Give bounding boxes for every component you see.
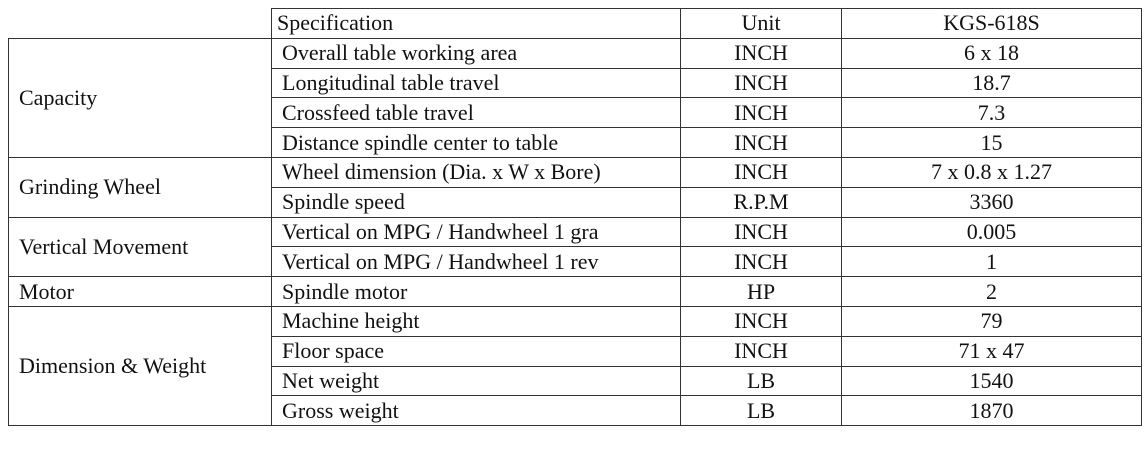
unit-cell: INCH [681, 68, 842, 98]
header-unit: Unit [681, 9, 842, 39]
unit-cell: INCH [681, 128, 842, 158]
unit-cell: INCH [681, 38, 842, 68]
value-cell: 7 x 0.8 x 1.27 [842, 157, 1142, 187]
table-row [9, 306, 1142, 336]
table-row [9, 217, 1142, 247]
value-cell: 1540 [842, 366, 1142, 396]
unit-cell: LB [681, 366, 842, 396]
parameter-cell: Overall table working area [272, 38, 681, 68]
value-cell: 15 [842, 128, 1142, 158]
unit-cell: HP [681, 277, 842, 307]
group-label: Vertical Movement [9, 217, 272, 277]
value-cell: 1870 [842, 396, 1142, 426]
group-label: Motor [9, 277, 272, 307]
header-specification: Specification [272, 9, 681, 39]
header-blank-cell [9, 9, 272, 39]
table-header-row [9, 9, 1142, 39]
parameter-cell: Net weight [272, 366, 681, 396]
parameter-cell: Distance spindle center to table [272, 128, 681, 158]
unit-cell: LB [681, 396, 842, 426]
value-cell: 71 x 47 [842, 336, 1142, 366]
group-label: Capacity [9, 38, 272, 157]
value-cell: 18.7 [842, 68, 1142, 98]
unit-cell: INCH [681, 217, 842, 247]
unit-cell: INCH [681, 336, 842, 366]
group-label: Grinding Wheel [9, 157, 272, 217]
table-row [9, 38, 1142, 68]
parameter-cell: Wheel dimension (Dia. x W x Bore) [272, 157, 681, 187]
parameter-cell: Gross weight [272, 396, 681, 426]
value-cell: 2 [842, 277, 1142, 307]
table-row [9, 277, 1142, 307]
value-cell: 1 [842, 247, 1142, 277]
parameter-cell: Floor space [272, 336, 681, 366]
parameter-cell: Vertical on MPG / Handwheel 1 gra [272, 217, 681, 247]
parameter-cell: Machine height [272, 306, 681, 336]
unit-cell: INCH [681, 247, 842, 277]
parameter-cell: Spindle motor [272, 277, 681, 307]
header-model: KGS-618S [842, 9, 1142, 39]
unit-cell: INCH [681, 98, 842, 128]
unit-cell: R.P.M [681, 187, 842, 217]
value-cell: 3360 [842, 187, 1142, 217]
value-cell: 79 [842, 306, 1142, 336]
value-cell: 6 x 18 [842, 38, 1142, 68]
parameter-cell: Vertical on MPG / Handwheel 1 rev [272, 247, 681, 277]
unit-cell: INCH [681, 157, 842, 187]
value-cell: 0.005 [842, 217, 1142, 247]
specification-table-body [9, 9, 1142, 426]
specification-table [8, 8, 1142, 426]
parameter-cell: Crossfeed table travel [272, 98, 681, 128]
unit-cell: INCH [681, 306, 842, 336]
parameter-cell: Spindle speed [272, 187, 681, 217]
group-label: Dimension & Weight [9, 306, 272, 425]
table-row [9, 157, 1142, 187]
parameter-cell: Longitudinal table travel [272, 68, 681, 98]
value-cell: 7.3 [842, 98, 1142, 128]
